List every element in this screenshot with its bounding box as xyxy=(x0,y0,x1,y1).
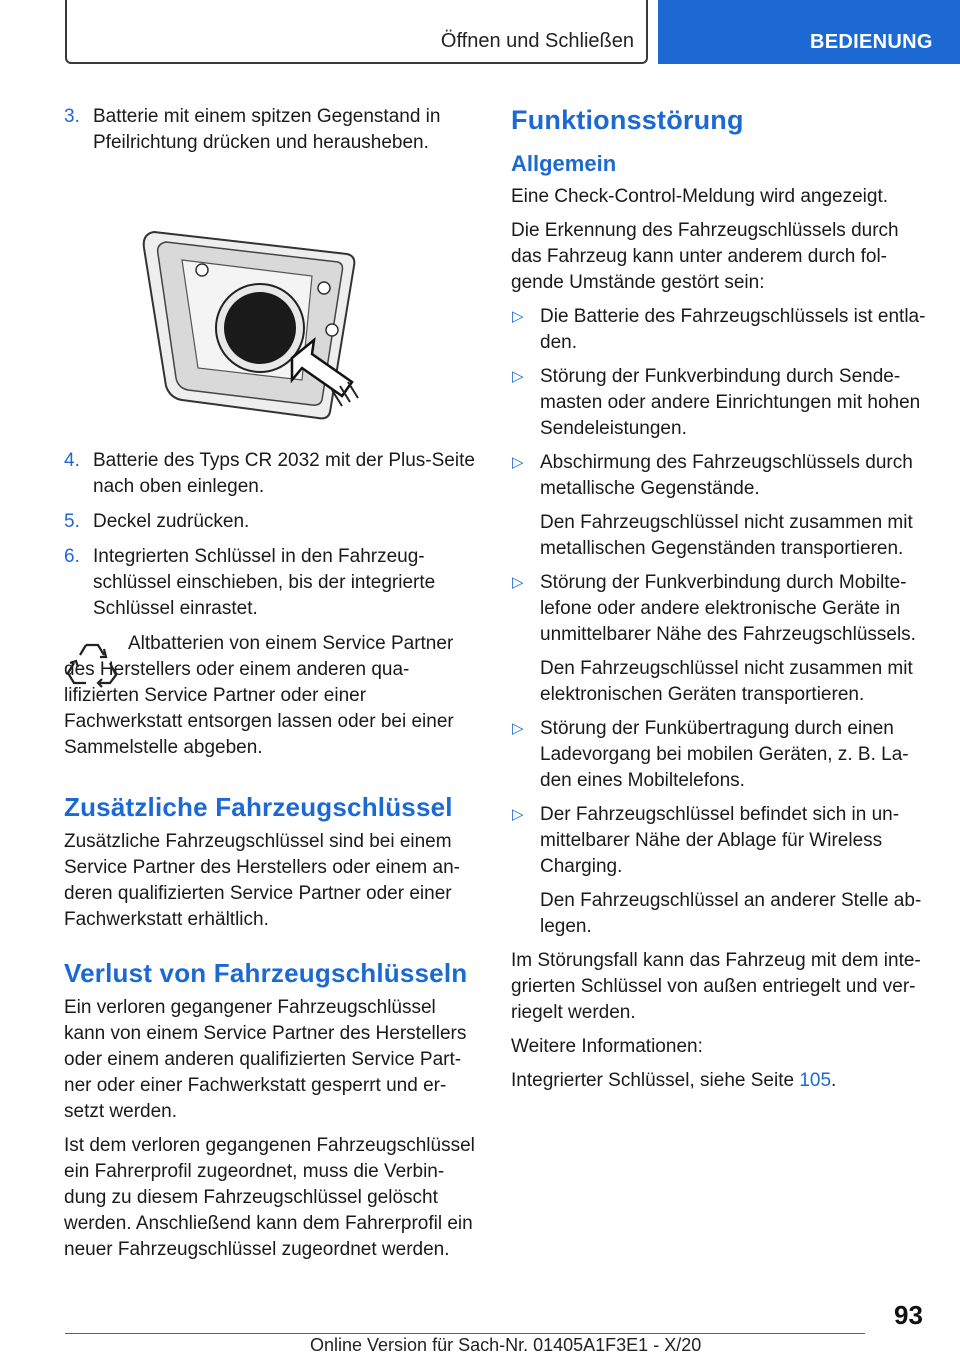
list-item-note: Den Fahrzeugschlüssel nicht zusammen mit metallischen Gegenständen transportieren. xyxy=(540,512,913,559)
bullet-triangle-icon: ▷ xyxy=(512,720,524,737)
recycling-icon xyxy=(64,635,120,691)
step-number: 3. xyxy=(64,106,80,127)
step-4 xyxy=(64,448,478,500)
list-item: ▷ Störung der Funkverbindung durch Mobilte-lefone oder andere elektronische Geräte in unmittelbarer Nähe des Fahrzeugschlüssels. xyxy=(512,572,916,645)
key-battery-illustration xyxy=(142,230,372,420)
environment-note xyxy=(64,631,478,761)
header-section-title: Öffnen und Schließen xyxy=(440,30,634,52)
step-6 xyxy=(64,544,478,622)
extra-keys-text: Zusätzliche Fahrzeugschlüssel sind bei einem Service Partner des Herstellers oder einem an-deren qualifizierten Service Partner oder einer Fachwerkstatt erhältlich. xyxy=(64,831,461,930)
step-text: Deckel zudrücken. xyxy=(93,511,250,532)
page-number: 93 xyxy=(894,1300,923,1330)
page-reference-link[interactable]: 105 xyxy=(799,1070,832,1091)
malfunction-paragraph-1: Eine Check-Control-Meldung wird angezeigt. xyxy=(511,186,889,207)
list-item: ▷ Abschirmung des Fahrzeugschlüssels durch metallische Gegenstände. xyxy=(512,452,913,499)
bullet-triangle-icon: ▷ xyxy=(512,806,524,823)
right-column xyxy=(511,104,931,1102)
step-number: 5. xyxy=(64,511,80,532)
header-section-box xyxy=(65,0,648,64)
list-item: ▷ Die Batterie des Fahrzeugschlüssels ist entla-den. xyxy=(512,306,926,353)
bullet-triangle-icon: ▷ xyxy=(512,368,524,385)
environment-note-text: Altbatterien von einem Service Partner des Herstellers oder einem anderen qua-lifizierten Service Partner oder einer Fachwerkstatt entsorgen lassen oder bei einer Sammelstelle abgeben. xyxy=(64,633,454,758)
step-3 xyxy=(64,104,478,156)
list-item-note: Den Fahrzeugschlüssel nicht zusammen mit elektronischen Geräten transportieren. xyxy=(540,658,913,705)
malfunction-paragraph-3: Im Störungsfall kann das Fahrzeug mit dem inte-grierten Schlüssel von außen entriegelt und ver-riegelt werden. xyxy=(511,950,921,1023)
malfunction-paragraph-2: Die Erkennung des Fahrzeugschlüssels durch das Fahrzeug kann unter anderem durch fol-gende Umstände gestört sein: xyxy=(511,220,899,293)
bullet-triangle-icon: ▷ xyxy=(512,454,524,471)
header-chapter-tab: BEDIENUNG xyxy=(658,0,960,64)
step-text: Integrierten Schlüssel in den Fahrzeug-schlüssel einschieben, bis der integrierte Schlüssel einrastet. xyxy=(93,546,436,619)
footer-divider xyxy=(65,1333,865,1334)
left-column xyxy=(64,104,478,1271)
key-battery-figure xyxy=(142,230,372,420)
footer-version-text: Online Version für Sach-Nr. 01405A1F3E1 - X/20 xyxy=(310,1335,702,1355)
step-text: Batterie mit einem spitzen Gegenstand in Pfeilrichtung drücken und herausheben. xyxy=(93,106,441,153)
malfunction-paragraph-4: Weitere Informationen: xyxy=(511,1036,703,1057)
step-text: Batterie des Typs CR 2032 mit der Plus-Seite nach oben einlegen. xyxy=(93,450,475,497)
list-item: ▷ Der Fahrzeugschlüssel befindet sich in un-mittelbarer Nähe der Ablage für Wireless Charging. xyxy=(512,804,900,877)
step-number: 6. xyxy=(64,546,80,567)
step-5 xyxy=(64,509,478,535)
subsection-title-general: Allgemein xyxy=(511,151,617,176)
step-number: 4. xyxy=(64,450,80,471)
section-title-lost-keys: Verlust von Fahrzeugschlüsseln xyxy=(64,958,468,988)
bullet-triangle-icon: ▷ xyxy=(512,574,524,591)
lost-keys-paragraph-2: Ist dem verloren gegangenen Fahrzeugschlüssel ein Fahrerprofil zugeordnet, muss die Verbin-dung zu diesem Fahrzeugschlüssel gelöscht werden. Anschließend kann dem Fahrerprofil ein neuer Fahrzeugschlüssel zugeordnet werden. xyxy=(64,1135,475,1260)
bullet-triangle-icon: ▷ xyxy=(512,308,524,325)
list-item: ▷ Störung der Funkübertragung durch einen Ladevorgang bei mobilen Geräten, z. B. La-den eines Mobiltelefons. xyxy=(512,718,909,791)
section-title-malfunction: Funktionsstörung xyxy=(511,105,744,135)
section-title-extra-keys: Zusätzliche Fahrzeugschlüssel xyxy=(64,792,453,822)
list-item: ▷ Störung der Funkverbindung durch Sende-masten oder andere Einrichtungen mit hohen Sendeleistungen. xyxy=(512,366,921,439)
malfunction-paragraph-5: Integrierter Schlüssel, siehe Seite 105. xyxy=(511,1070,837,1091)
lost-keys-paragraph-1: Ein verloren gegangener Fahrzeugschlüssel kann von einem Service Partner des Herstellers oder einem anderen qualifizierten Service Part-ner oder einer Fachwerkstatt gesperrt und er-setzt werden. xyxy=(64,997,467,1122)
list-item-note: Den Fahrzeugschlüssel an anderer Stelle ab-legen. xyxy=(540,890,922,937)
